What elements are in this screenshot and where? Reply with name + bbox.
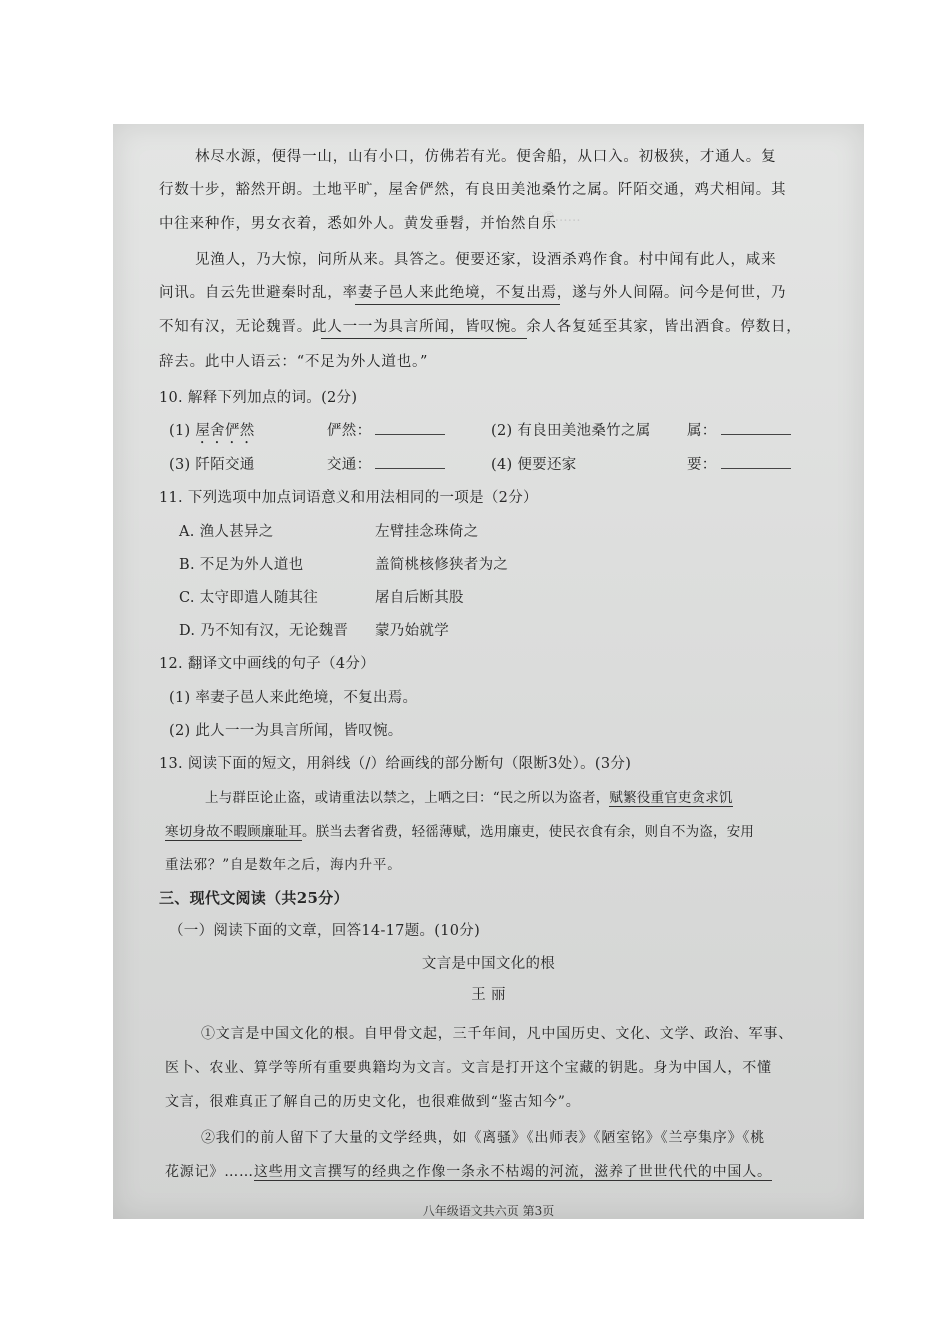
exam-page xyxy=(113,124,864,1219)
q10-answer-4: 要： xyxy=(687,449,830,482)
q13-text-line: 重法邪？”自是数年之后，海内升平。 xyxy=(165,857,402,873)
passage-line: 辞去。此中人语云：“不足为外人道也。” xyxy=(159,354,429,370)
q12-item-2: (2) 此人一一为具言所闻，皆叹惋。 xyxy=(169,723,403,739)
q11-option-d[interactable]: D. 乃不知有汉，无论魏晋 xyxy=(179,623,349,639)
q10-item-4: (4) 便要还家 xyxy=(491,457,577,473)
underline-mark xyxy=(321,338,527,339)
article-author: 王 丽 xyxy=(471,987,506,1003)
q10-item-3: (3) 阡陌交通 xyxy=(169,457,255,473)
article-paragraph-line: 医卜、农业、算学等所有重要典籍均为文言。文言是打开这个宝藏的钥匙。身为中国人，不懂 xyxy=(165,1060,772,1076)
q13-text-line: 寒切身故不暇顾廉耻耳。朕当去奢省费，轻徭薄赋，选用廉吏，使民衣食有余，则自不为盗，安用 xyxy=(165,824,755,840)
answer-blank[interactable] xyxy=(375,420,445,435)
q10-answer-1: 俨然： xyxy=(327,415,830,448)
q11-option-a-compare: 左臂挂念珠倚之 xyxy=(375,524,479,540)
q10-answer-2: 属： xyxy=(687,415,830,448)
q10-item-2: (2) 有良田美池桑竹之属 xyxy=(491,423,651,439)
passage-line: 行数十步，豁然开朗。土地平旷，屋舍俨然，有良田美池桑竹之属。阡陌交通，鸡犬相闻。其 xyxy=(159,182,787,198)
q11-stem: 11. 下列选项中加点词语意义和用法相同的一项是（2分） xyxy=(159,490,538,506)
answer-blank[interactable] xyxy=(375,454,445,469)
bleed-through: ⑤…… xyxy=(543,210,581,225)
article-paragraph-line: 文言，很难真正了解自己的历史文化，也很难做到“鉴古知今”。 xyxy=(165,1094,581,1110)
passage-line: 不知有汉，无论魏晋。此人一一为具言所闻，皆叹惋。余人各复延至其家，皆出酒食。停数日， xyxy=(159,319,802,335)
section-title: 三、现代文阅读（共25分） xyxy=(159,889,349,907)
passage-line: 林尽水源，便得一山，山有小口，仿佛若有光。便舍船，从口入。初极狭，才通人。复 xyxy=(195,149,777,165)
q11-option-a[interactable]: A. 渔人甚异之 xyxy=(179,524,274,540)
passage-line-underlined xyxy=(159,277,830,310)
article-paragraph-line: ②我们的前人留下了大量的文学经典，如《离骚》《出师表》《陋室铭》《兰亭集序》《桃 xyxy=(201,1130,765,1146)
passage-line: 中往来种作，男女衣着，悉如外人。黄发垂髫，并怡然自乐 xyxy=(159,216,557,232)
q10-answer-3: 交通： xyxy=(327,449,830,482)
q11-option-b-compare: 盖简桃核修狭者为之 xyxy=(375,557,509,573)
page-footer: 八年级语文共六页 第3页 xyxy=(422,1204,555,1218)
article-paragraph-line: 花源记》……这些用文言撰写的经典之作像一条永不枯竭的河流，滋养了世世代代的中国人。 xyxy=(165,1164,772,1180)
q13-text-line: 上与群臣论止盗，或请重法以禁之，上哂之曰：“民之所以为盗者，赋繁役重官吏贪求饥 xyxy=(205,790,733,806)
q10-item-1: (1) 屋舍俨然 xyxy=(169,423,255,439)
q12-item-1: (1) 率妻子邑人来此绝境，不复出焉。 xyxy=(169,690,418,706)
section-subtitle: （一）阅读下面的文章，回答14-17题。(10分) xyxy=(169,923,481,939)
answer-blank[interactable] xyxy=(721,454,791,469)
passage-line-text: 问讯。自云先世避秦时乱，率妻子邑人来此绝境，不复出焉，遂与外人间隔。问今是何世，乃 xyxy=(159,285,787,301)
q10-stem: 10. 解释下列加点的词。(2分) xyxy=(159,390,358,406)
q11-option-d-compare: 蒙乃始就学 xyxy=(375,623,449,639)
article-title: 文言是中国文化的根 xyxy=(421,956,556,972)
q11-option-b[interactable]: B. 不足为外人道也 xyxy=(179,557,304,573)
underline-mark xyxy=(355,304,560,305)
article-paragraph-line: ①文言是中国文化的根。自甲骨文起，三千年间，凡中国历史、文化、文学、政治、军事、 xyxy=(201,1026,793,1042)
passage-line: 见渔人，乃大惊，问所从来。具答之。便要还家，设酒杀鸡作食。村中闻有此人，咸来 xyxy=(195,252,777,268)
q11-option-c-compare: 屠自后断其股 xyxy=(375,590,464,606)
q12-stem: 12. 翻译文中画线的句子（4分） xyxy=(159,656,375,672)
q13-stem: 13. 阅读下面的短文，用斜线（/）给画线的部分断句（限断3处）。(3分) xyxy=(159,756,632,772)
answer-blank[interactable] xyxy=(721,420,791,435)
q11-option-c[interactable]: C. 太守即遣人随其往 xyxy=(179,590,319,606)
